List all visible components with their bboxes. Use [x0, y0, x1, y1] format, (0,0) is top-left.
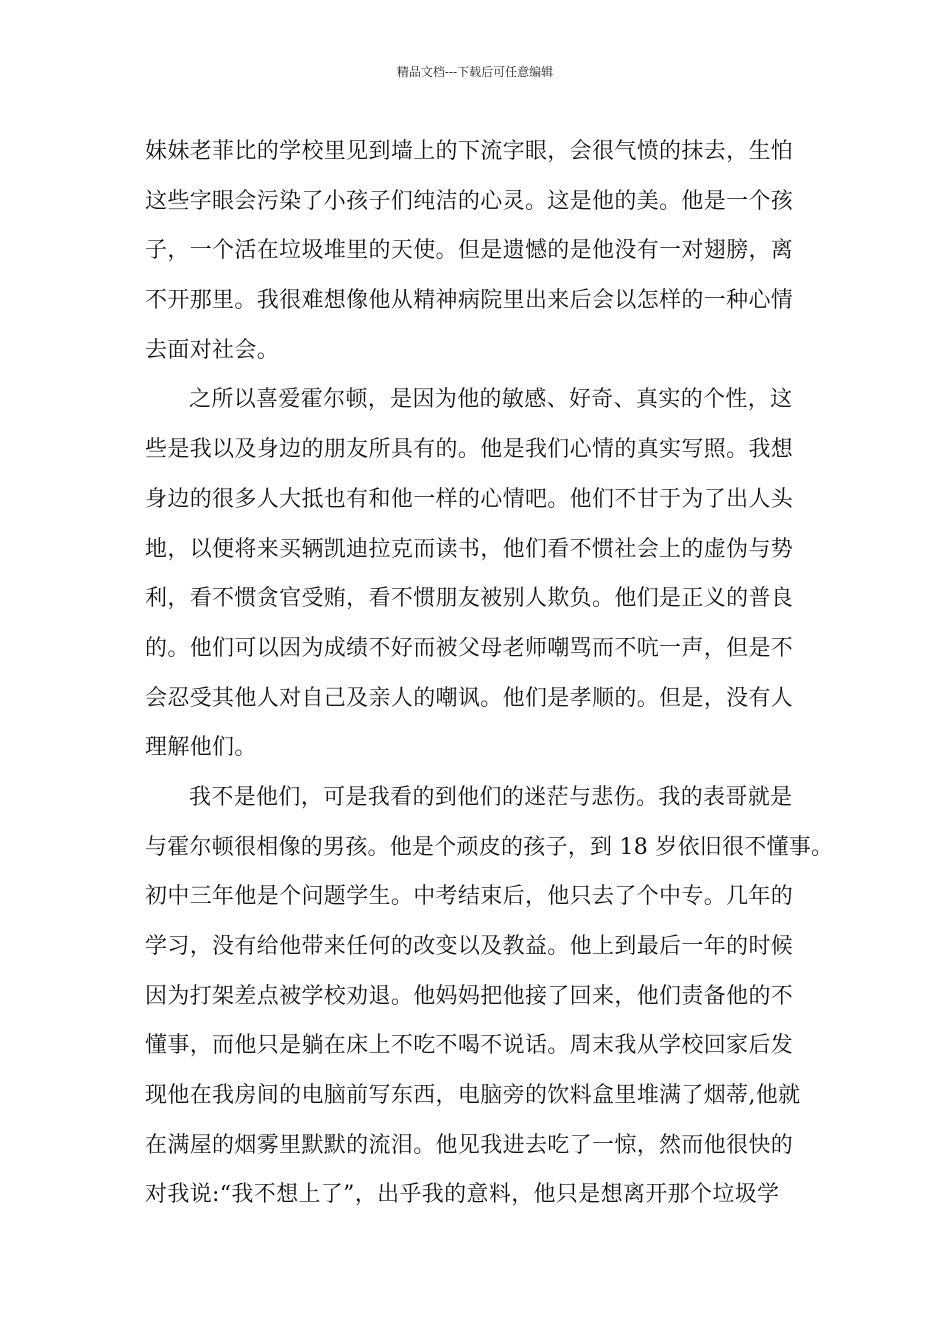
paragraph — [145, 773, 835, 1220]
text-line: 因为打架差点被学校劝退。他妈妈把他接了回来，他们责备他的不 — [145, 983, 794, 1009]
text-line: 之所以喜爱霍尔顿，是因为他的敏感、好奇、真实的个性，这 — [189, 387, 793, 413]
text-line: 与霍尔顿很相像的男孩。他是个顽皮的孩子，到 18 岁依旧很不懂事。 — [145, 834, 834, 860]
document-body — [145, 127, 835, 1220]
text-line: 身边的很多人大抵也有和他一样的心情吧。他们不甘于为了出人头 — [145, 486, 794, 512]
text-line: 这些字眼会污染了小孩子们纯洁的心灵。这是他的美。他是一个孩 — [145, 188, 794, 214]
text-line: 会忍受其他人对自己及亲人的嘲讽。他们是孝顺的。但是，没有人 — [145, 685, 794, 711]
text-line: 在满屋的烟雾里默默的流泪。他见我进去吃了一惊，然而他很快的 — [145, 1132, 794, 1158]
text-line: 我不是他们，可是我看的到他们的迷茫与悲伤。我的表哥就是 — [189, 784, 793, 810]
text-line: 去面对社会。 — [145, 337, 280, 363]
text-line: 不开那里。我很难想像他从精神病院里出来后会以怎样的一种心情 — [145, 288, 794, 314]
text-line: 初中三年他是个问题学生。中考结束后，他只去了个中专。几年的 — [145, 884, 794, 910]
page-header: 精品文档---下载后可任意编辑 — [396, 65, 554, 79]
text-line: 地，以便将来买辆凯迪拉克而读书，他们看不惯社会上的虚伪与势 — [145, 536, 794, 562]
text-line: 懂事，而他只是躺在床上不吃不喝不说话。周末我从学校回家后发 — [145, 1033, 794, 1059]
text-line: 的。他们可以因为成绩不好而被父母老师嘲骂而不吭一声，但是不 — [145, 635, 794, 661]
text-line: 些是我以及身边的朋友所具有的。他是我们心情的真实写照。我想 — [145, 437, 794, 463]
text-line: 子，一个活在垃圾堆里的天使。但是遗憾的是他没有一对翅膀，离 — [145, 238, 794, 264]
text-line: 理解他们。 — [145, 735, 257, 761]
paragraph — [145, 127, 835, 375]
text-line: 对我说:“我不想上了”，出乎我的意料，他只是想离开那个垃圾学 — [145, 1182, 780, 1208]
text-line: 利，看不惯贪官受贿，看不惯朋友被别人欺负。他们是正义的普良 — [145, 586, 794, 612]
text-line: 现他在我房间的电脑前写东西，电脑旁的饮料盒里堆满了烟蒂,他就 — [145, 1083, 801, 1109]
paragraph — [145, 375, 835, 773]
text-line: 学习，没有给他带来任何的改变以及教益。他上到最后一年的时候 — [145, 934, 794, 959]
text-line: 妹妹老菲比的学校里见到墙上的下流字眼，会很气愤的抹去，生怕 — [145, 139, 794, 164]
